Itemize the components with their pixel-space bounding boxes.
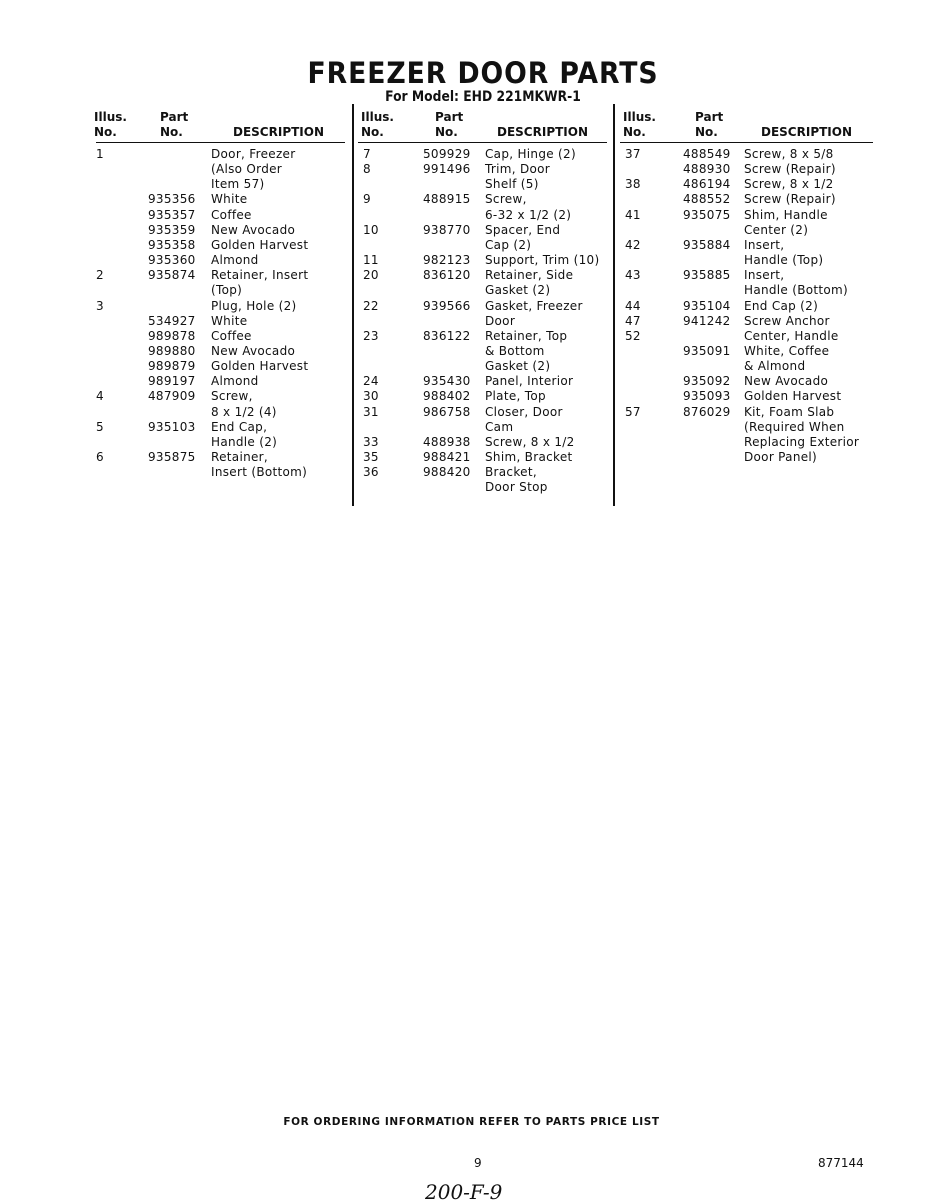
row-part: 876029	[683, 404, 731, 419]
row-desc: Retainer, Side	[485, 268, 574, 283]
row-desc: Bracket,	[485, 465, 537, 480]
row-illus: 7	[363, 147, 371, 161]
row-illus: 36	[363, 465, 379, 480]
row-illus: 38	[625, 177, 641, 192]
document-number: 877144	[818, 1156, 864, 1170]
row-desc: Plate, Top	[485, 389, 546, 404]
row-desc: New Avocado	[211, 343, 296, 358]
row-illus: 41	[625, 207, 641, 222]
row-part: 935092	[683, 374, 731, 389]
row-desc: Golden Harvest	[744, 389, 842, 404]
row-part: 836120	[423, 268, 471, 283]
row-illus: 31	[363, 404, 379, 419]
header-illus: Illus.	[361, 110, 394, 124]
row-desc: Replacing Exterior	[744, 434, 860, 449]
row-desc: Trim, Door	[485, 162, 551, 177]
row-part: 988402	[423, 389, 471, 404]
row-desc: & Almond	[744, 359, 806, 374]
row-part: 509929	[423, 147, 471, 161]
row-part: 488938	[423, 434, 471, 449]
row-desc: Screw, 8 x 1/2	[744, 177, 834, 192]
row-desc: (Required When	[744, 419, 845, 434]
row-illus: 5	[96, 419, 104, 434]
row-desc: Screw, 8 x 1/2	[485, 434, 575, 449]
row-desc: New Avocado	[211, 222, 296, 237]
row-desc: Gasket (2)	[485, 283, 551, 298]
row-desc: Gasket (2)	[485, 359, 551, 374]
row-part: 988421	[423, 450, 471, 464]
row-illus: 52	[625, 328, 641, 343]
row-part: 989878	[148, 328, 196, 343]
row-illus: 3	[96, 298, 104, 313]
row-desc: Insert,	[744, 237, 785, 252]
header-rule	[620, 142, 873, 143]
ordering-note: FOR ORDERING INFORMATION REFER TO PARTS PRICE LIST	[283, 1116, 660, 1128]
row-desc: Plug, Hole (2)	[211, 298, 297, 313]
row-part: 989880	[148, 343, 196, 358]
row-part: 935357	[148, 207, 196, 222]
row-part: 941242	[683, 313, 731, 328]
row-part: 935093	[683, 389, 731, 404]
row-desc: Coffee	[211, 328, 252, 343]
header-illus-no: No.	[623, 125, 646, 139]
row-illus: 47	[625, 313, 641, 328]
row-desc: Center, Handle	[744, 328, 839, 343]
row-part: 836122	[423, 328, 471, 343]
column-divider	[613, 104, 615, 506]
row-part: 935430	[423, 374, 471, 389]
handwritten-note: 200-F-9	[425, 1180, 503, 1200]
row-desc: Screw,	[211, 389, 253, 404]
row-desc: Kit, Foam Slab	[744, 404, 835, 419]
row-desc: Shim, Bracket	[485, 450, 573, 464]
row-desc: Cam	[485, 419, 514, 434]
row-desc: Retainer, Insert	[211, 268, 309, 283]
row-part: 935875	[148, 450, 196, 464]
row-desc: Spacer, End	[485, 222, 561, 237]
row-part: 488915	[423, 192, 471, 207]
row-part: 935075	[683, 207, 731, 222]
row-desc: End Cap (2)	[744, 298, 819, 313]
row-part: 935874	[148, 268, 196, 283]
row-illus: 11	[363, 253, 379, 268]
row-part: 487909	[148, 389, 196, 404]
row-desc: Gasket, Freezer	[485, 298, 583, 313]
row-desc: 6-32 x 1/2 (2)	[485, 207, 572, 222]
row-desc: New Avocado	[744, 374, 829, 389]
row-desc: White, Coffee	[744, 343, 830, 358]
row-desc: White	[211, 313, 248, 328]
row-part: 488549	[683, 147, 731, 161]
row-part: 935104	[683, 298, 731, 313]
row-desc: Handle (2)	[211, 434, 278, 449]
header-part: Part	[695, 110, 724, 124]
row-desc: & Bottom	[485, 343, 545, 358]
header-part: Part	[435, 110, 464, 124]
header-description: DESCRIPTION	[497, 125, 589, 139]
row-part: 486194	[683, 177, 731, 192]
row-desc: Almond	[211, 374, 259, 389]
row-desc: Handle (Bottom)	[744, 283, 849, 298]
row-desc: Retainer, Top	[485, 328, 568, 343]
row-desc: Item 57)	[211, 177, 265, 192]
row-desc: Screw,	[485, 192, 527, 207]
row-illus: 23	[363, 328, 379, 343]
header-part-no: No.	[435, 125, 458, 139]
row-desc: End Cap,	[211, 419, 268, 434]
row-illus: 30	[363, 389, 379, 404]
row-desc: Cap (2)	[485, 237, 532, 252]
row-illus: 43	[625, 268, 641, 283]
row-part: 939566	[423, 298, 471, 313]
row-desc: Closer, Door	[485, 404, 563, 419]
row-desc: Shelf (5)	[485, 177, 539, 192]
row-illus: 6	[96, 450, 104, 464]
row-illus: 42	[625, 237, 641, 252]
row-part: 989879	[148, 359, 196, 374]
row-illus: 9	[363, 192, 371, 207]
row-illus: 35	[363, 450, 379, 464]
header-rule	[96, 142, 345, 143]
row-part: 935885	[683, 268, 731, 283]
row-part: 989197	[148, 374, 196, 389]
row-desc: Handle (Top)	[744, 253, 824, 268]
row-desc: Support, Trim (10)	[485, 253, 600, 268]
header-description: DESCRIPTION	[233, 125, 325, 139]
header-illus: Illus.	[623, 110, 656, 124]
row-desc: Shim, Handle	[744, 207, 828, 222]
row-illus: 24	[363, 374, 379, 389]
header-description: DESCRIPTION	[761, 125, 853, 139]
row-desc: White	[211, 192, 248, 207]
row-desc: Door, Freezer	[211, 147, 296, 161]
header-part: Part	[160, 110, 189, 124]
row-part: 534927	[148, 313, 196, 328]
row-part: 935359	[148, 222, 196, 237]
row-illus: 8	[363, 162, 371, 177]
header-illus: Illus.	[94, 110, 127, 124]
row-desc: Almond	[211, 253, 259, 268]
row-part: 991496	[423, 162, 471, 177]
row-desc: Insert,	[744, 268, 785, 283]
row-illus: 22	[363, 298, 379, 313]
row-desc: Panel, Interior	[485, 374, 574, 389]
row-desc: Insert (Bottom)	[211, 465, 308, 480]
row-desc: Door Stop	[485, 480, 548, 495]
row-illus: 37	[625, 147, 641, 161]
row-desc: Screw (Repair)	[744, 162, 836, 177]
row-illus: 33	[363, 434, 379, 449]
row-part: 988420	[423, 465, 471, 480]
row-illus: 10	[363, 222, 379, 237]
page-number: 9	[474, 1156, 482, 1170]
row-desc: Door	[485, 313, 516, 328]
row-desc: (Top)	[211, 283, 243, 298]
row-illus: 44	[625, 298, 641, 313]
page-title: FREEZER DOOR PARTS	[307, 56, 659, 90]
row-part: 935091	[683, 343, 731, 358]
model-subtitle: For Model: EHD 221MKWR-1	[385, 89, 581, 105]
row-illus: 1	[96, 147, 104, 161]
row-desc: Golden Harvest	[211, 237, 309, 252]
header-illus-no: No.	[361, 125, 384, 139]
row-part: 986758	[423, 404, 471, 419]
row-desc: (Also Order	[211, 162, 283, 177]
row-desc: Door Panel)	[744, 450, 818, 464]
row-part: 935360	[148, 253, 196, 268]
row-desc: Cap, Hinge (2)	[485, 147, 576, 161]
row-desc: Center (2)	[744, 222, 809, 237]
row-desc: 8 x 1/2 (4)	[211, 404, 277, 419]
row-part: 488552	[683, 192, 731, 207]
row-part: 938770	[423, 222, 471, 237]
row-desc: Screw, 8 x 5/8	[744, 147, 834, 161]
row-desc: Golden Harvest	[211, 359, 309, 374]
row-desc: Screw (Repair)	[744, 192, 836, 207]
column-divider	[352, 104, 354, 506]
row-desc: Screw Anchor	[744, 313, 830, 328]
row-part: 935884	[683, 237, 731, 252]
row-illus: 57	[625, 404, 641, 419]
row-part: 935103	[148, 419, 196, 434]
row-part: 935358	[148, 237, 196, 252]
row-desc: Retainer,	[211, 450, 269, 464]
header-part-no: No.	[695, 125, 718, 139]
header-rule	[358, 142, 607, 143]
row-part: 935356	[148, 192, 196, 207]
header-illus-no: No.	[94, 125, 117, 139]
header-part-no: No.	[160, 125, 183, 139]
row-desc: Coffee	[211, 207, 252, 222]
row-part: 982123	[423, 253, 471, 268]
row-illus: 2	[96, 268, 104, 283]
row-illus: 4	[96, 389, 104, 404]
row-illus: 20	[363, 268, 379, 283]
row-part: 488930	[683, 162, 731, 177]
